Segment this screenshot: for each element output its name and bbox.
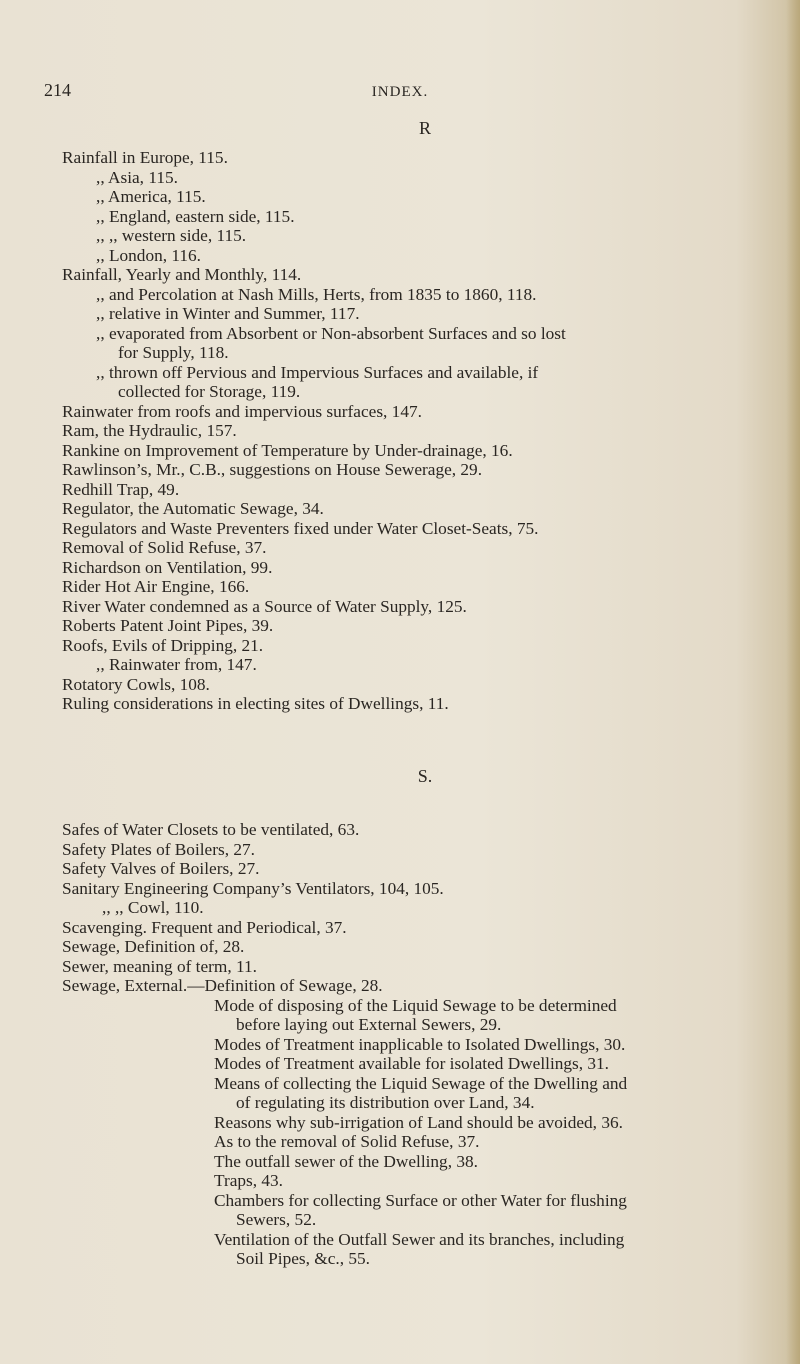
index-entry: ,, evaporated from Absorbent or Non-absorbent Surfaces and so lost: [96, 323, 566, 343]
index-entry: ,, thrown off Pervious and Impervious Surfaces and available, if: [96, 362, 539, 382]
index-entry: ,, ,, western side, 115.: [96, 226, 247, 245]
index-entry: Chambers for collecting Surface or other Water for flushing: [214, 1190, 627, 1210]
index-entry: Safety Plates of Boilers, 27.: [62, 839, 255, 859]
section-letter-r: R: [418, 118, 431, 138]
page-number: 214: [44, 80, 71, 100]
index-entry: Ruling considerations in electing sites of Dwellings, 11.: [62, 694, 449, 713]
index-entry: Richardson on Ventilation, 99.: [62, 557, 273, 577]
index-entry: ,, ,, Cowl, 110.: [102, 898, 204, 917]
index-entry: Rawlinson’s, Mr., C.B., suggestions on House Sewerage, 29.: [62, 460, 483, 479]
index-entry-continuation: before laying out External Sewers, 29.: [236, 1015, 502, 1034]
index-entry: Modes of Treatment inapplicable to Isolated Dwellings, 30.: [214, 1034, 626, 1054]
section-r: [62, 148, 782, 714]
section-letter-s: S.: [417, 766, 433, 786]
index-entry: River Water condemned as a Source of Water Supply, 125.: [62, 596, 467, 616]
index-entry: Safety Valves of Boilers, 27.: [62, 859, 260, 878]
index-entry: Modes of Treatment available for isolated Dwellings, 31.: [214, 1054, 609, 1073]
index-entry: ,, London, 116.: [96, 245, 201, 265]
index-entry: Sanitary Engineering Company’s Ventilators, 104, 105.: [62, 878, 444, 898]
index-entry: Ventilation of the Outfall Sewer and its branches, including: [214, 1229, 625, 1249]
index-entry: ,, relative in Winter and Summer, 117.: [96, 304, 360, 323]
index-entry: Safes of Water Closets to be ventilated, 63.: [62, 820, 360, 839]
index-entry: Regulators and Waste Preventers fixed under Water Closet-Seats, 75.: [62, 518, 539, 538]
page-edge-shading: [786, 0, 800, 1364]
index-entry: Rainwater from roofs and impervious surfaces, 147.: [62, 401, 422, 421]
index-entry: Sewage, Definition of, 28.: [62, 937, 245, 956]
index-entry: Sewage, External.—Definition of Sewage, 28.: [62, 976, 383, 995]
index-entry: Rankine on Improvement of Temperature by Under-drainage, 16.: [62, 440, 513, 460]
index-entry: Rainfall, Yearly and Monthly, 114.: [62, 265, 302, 284]
index-entry: ,, Rainwater from, 147.: [96, 655, 257, 674]
section-s: [62, 820, 782, 1269]
index-entry-continuation: for Supply, 118.: [118, 343, 229, 362]
index-entry: Sewer, meaning of term, 11.: [62, 956, 257, 976]
index-entry: ,, England, eastern side, 115.: [96, 206, 295, 226]
index-entry-continuation: Sewers, 52.: [236, 1210, 317, 1229]
index-entry: Roofs, Evils of Dripping, 21.: [62, 635, 264, 655]
index-entry: Traps, 43.: [214, 1171, 283, 1190]
index-entry: Removal of Solid Refuse, 37.: [62, 538, 267, 557]
index-entry: ,, America, 115.: [96, 187, 206, 206]
running-head: INDEX.: [371, 84, 429, 100]
index-entry: Ram, the Hydraulic, 157.: [62, 421, 237, 440]
index-entry-continuation: Soil Pipes, &c., 55.: [236, 1249, 370, 1268]
index-entry: Regulator, the Automatic Sewage, 34.: [62, 499, 324, 518]
index-entry: Rider Hot Air Engine, 166.: [62, 577, 250, 596]
index-entry: ,, Asia, 115.: [96, 167, 178, 187]
index-entry: The outfall sewer of the Dwelling, 38.: [214, 1151, 478, 1171]
index-entry: Roberts Patent Joint Pipes, 39.: [62, 616, 274, 635]
index-entry: ,, and Percolation at Nash Mills, Herts, from 1835 to 1860, 118.: [96, 284, 537, 304]
index-entry: Rotatory Cowls, 108.: [62, 674, 210, 694]
index-entry: Rainfall in Europe, 115.: [62, 148, 228, 167]
index-entry: Means of collecting the Liquid Sewage of the Dwelling and: [214, 1073, 628, 1093]
index-entry: Scavenging. Frequent and Periodical, 37.: [62, 917, 347, 937]
index-entry: Reasons why sub-irrigation of Land should be avoided, 36.: [214, 1112, 623, 1132]
index-entry: Redhill Trap, 49.: [62, 479, 180, 499]
index-entry: Mode of disposing of the Liquid Sewage to be determined: [214, 995, 617, 1015]
index-entry-continuation: of regulating its distribution over Land, 34.: [236, 1093, 535, 1112]
index-entry: As to the removal of Solid Refuse, 37.: [214, 1132, 480, 1151]
index-entry-continuation: collected for Storage, 119.: [118, 382, 301, 401]
